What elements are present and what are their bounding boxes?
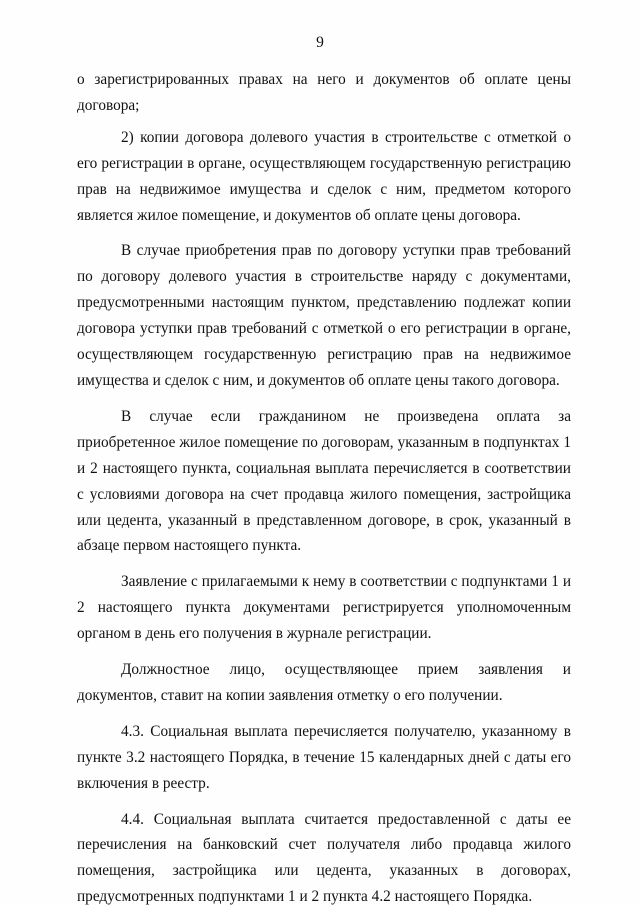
paragraph-registered-rights: о зарегистрированных правах на него и документов об оплате цены договора;: [77, 71, 571, 114]
paragraph-contract-copies: 2) копии договора долевого участия в строительстве с отметкой о его регистрации в органе, осуществляющем государственную регистрацию прав на недвижимое имущества и сделок с ним, предметом которого является жилое помещение, и документов об оплате цены договора.: [77, 128, 571, 224]
page-number: 9: [316, 34, 324, 51]
paragraph-official-mark: Должностное лицо, осуществляющее прием заявления и документов, ставит на копии заявления отметку о его получении.: [77, 661, 571, 704]
paragraph-application-registration: Заявление с прилагаемыми к нему в соответствии с подпунктами 1 и 2 настоящего пункта документами регистрируется уполномоченным органом в день его получения в журнале регистрации.: [77, 573, 571, 643]
paragraph-4-4: 4.4. Социальная выплата считается предоставленной с даты ее перечисления на банковский счет получателя либо продавца жилого помещения, застройщика или цедента, указанных в договорах, предусмотренных подпунктами 1 и 2 пункта 4.2 настоящего Порядка.: [77, 810, 571, 906]
document-body: [77, 67, 571, 910]
paragraph-payment-transfer: В случае если гражданином не произведена оплата за приобретенное жилое помещение по договорам, указанным в подпунктах 1 и 2 настоящего пункта, социальная выплата перечисляется в соответствии с условиями договора на счет продавца жилого помещения, застройщика или цедента, указанный в представленном договоре, в срок, указанный в абзаце первом настоящего пункта.: [77, 407, 571, 555]
paragraph-rights-assignment: В случае приобретения прав по договору уступки прав требований по договору долевого участия в строительстве наряду с документами, предусмотренными настоящим пунктом, представлению подлежат копии договора уступки прав требований с отметкой о его регистрации в органе, осуществляющем государственную регистрацию прав на недвижимое имущества и сделок с ним, и документов об оплате цены такого договора.: [77, 242, 571, 389]
paragraph-4-3: 4.3. Социальная выплата перечисляется получателю, указанному в пункте 3.2 настоящего Порядка, в течение 15 календарных дней с даты его включения в реестр.: [77, 722, 571, 792]
